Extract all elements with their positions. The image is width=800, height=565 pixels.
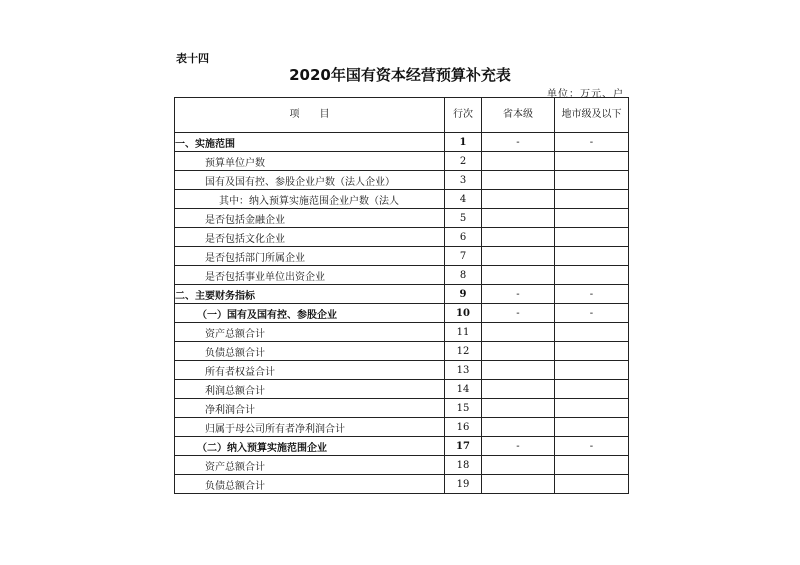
row-no: 15: [445, 399, 482, 418]
row-city-value: [555, 190, 629, 209]
table-row: [175, 266, 629, 285]
row-city-value: [555, 475, 629, 494]
row-city-value: [555, 152, 629, 171]
row-provincial-value: [482, 456, 555, 475]
table-row: [175, 133, 629, 152]
table-row: [175, 342, 629, 361]
header-line-no: 行次: [445, 98, 482, 133]
row-no: 19: [445, 475, 482, 494]
row-provincial-value: -: [482, 304, 555, 323]
row-provincial-value: [482, 190, 555, 209]
row-no: 6: [445, 228, 482, 247]
row-no: 11: [445, 323, 482, 342]
row-provincial-value: -: [482, 133, 555, 152]
row-city-value: [555, 323, 629, 342]
table-row: [175, 228, 629, 247]
row-item: 利润总额合计: [175, 380, 445, 399]
unit-label: 单位：万元、户: [547, 89, 624, 100]
row-city-value: -: [555, 285, 629, 304]
row-city-value: [555, 399, 629, 418]
row-no: 4: [445, 190, 482, 209]
row-provincial-value: [482, 418, 555, 437]
row-city-value: -: [555, 437, 629, 456]
row-no: 9: [445, 285, 482, 304]
row-item: 一、实施范围: [175, 133, 445, 152]
row-item: 预算单位户数: [175, 152, 445, 171]
row-no: 18: [445, 456, 482, 475]
row-city-value: -: [555, 133, 629, 152]
table-row: [175, 285, 629, 304]
table-row: [175, 399, 629, 418]
row-city-value: -: [555, 304, 629, 323]
row-city-value: [555, 171, 629, 190]
row-city-value: [555, 209, 629, 228]
row-no: 13: [445, 361, 482, 380]
row-city-value: [555, 361, 629, 380]
row-provincial-value: [482, 380, 555, 399]
row-provincial-value: [482, 171, 555, 190]
table-row: [175, 304, 629, 323]
header-provincial: 省本级: [482, 98, 555, 133]
row-item: 资产总额合计: [175, 323, 445, 342]
row-no: 2: [445, 152, 482, 171]
row-provincial-value: [482, 361, 555, 380]
row-item: 资产总额合计: [175, 456, 445, 475]
row-city-value: [555, 247, 629, 266]
row-no: 12: [445, 342, 482, 361]
table-row: [175, 437, 629, 456]
row-no: 7: [445, 247, 482, 266]
page-title: 2020年国有资本经营预算补充表: [289, 66, 511, 84]
table-row: [175, 171, 629, 190]
row-provincial-value: [482, 247, 555, 266]
table-row: [175, 190, 629, 209]
row-no: 3: [445, 171, 482, 190]
row-city-value: [555, 228, 629, 247]
table-row: [175, 209, 629, 228]
table-row: [175, 380, 629, 399]
row-provincial-value: [482, 152, 555, 171]
table-row: [175, 152, 629, 171]
row-item: 是否包括部门所属企业: [175, 247, 445, 266]
row-item: 是否包括金融企业: [175, 209, 445, 228]
row-item: （二）纳入预算实施范围企业: [175, 437, 445, 456]
row-item: 是否包括事业单位出资企业: [175, 266, 445, 285]
row-no: 10: [445, 304, 482, 323]
row-no: 1: [445, 133, 482, 152]
row-city-value: [555, 456, 629, 475]
row-item: （一）国有及国有控、参股企业: [175, 304, 445, 323]
row-city-value: [555, 266, 629, 285]
table-row: [175, 418, 629, 437]
row-no: 17: [445, 437, 482, 456]
row-item: 净利润合计: [175, 399, 445, 418]
row-provincial-value: [482, 399, 555, 418]
row-city-value: [555, 418, 629, 437]
header-city-and-below: 地市级及以下: [555, 98, 629, 133]
row-item: 归属于母公司所有者净利润合计: [175, 418, 445, 437]
row-provincial-value: [482, 228, 555, 247]
row-provincial-value: -: [482, 285, 555, 304]
row-provincial-value: [482, 342, 555, 361]
row-provincial-value: [482, 209, 555, 228]
table-number-label: 表十四: [176, 52, 209, 65]
table-row: [175, 323, 629, 342]
row-provincial-value: [482, 475, 555, 494]
row-item: 其中：纳入预算实施范围企业户数（法人: [175, 190, 445, 209]
header-row: [175, 98, 629, 133]
row-no: 14: [445, 380, 482, 399]
row-no: 5: [445, 209, 482, 228]
header-item: 项 目: [175, 98, 445, 133]
row-item: 二、主要财务指标: [175, 285, 445, 304]
row-item: 是否包括文化企业: [175, 228, 445, 247]
row-no: 16: [445, 418, 482, 437]
row-item: 所有者权益合计: [175, 361, 445, 380]
row-item: 负债总额合计: [175, 475, 445, 494]
row-item: 国有及国有控、参股企业户数（法人企业）: [175, 171, 445, 190]
table-row: [175, 456, 629, 475]
table-row: [175, 361, 629, 380]
row-provincial-value: -: [482, 437, 555, 456]
row-provincial-value: [482, 323, 555, 342]
row-no: 8: [445, 266, 482, 285]
table-row: [175, 247, 629, 266]
row-item: 负债总额合计: [175, 342, 445, 361]
table-row: [175, 475, 629, 494]
row-city-value: [555, 380, 629, 399]
row-city-value: [555, 342, 629, 361]
row-provincial-value: [482, 266, 555, 285]
budget-supplement-table: [174, 97, 629, 494]
